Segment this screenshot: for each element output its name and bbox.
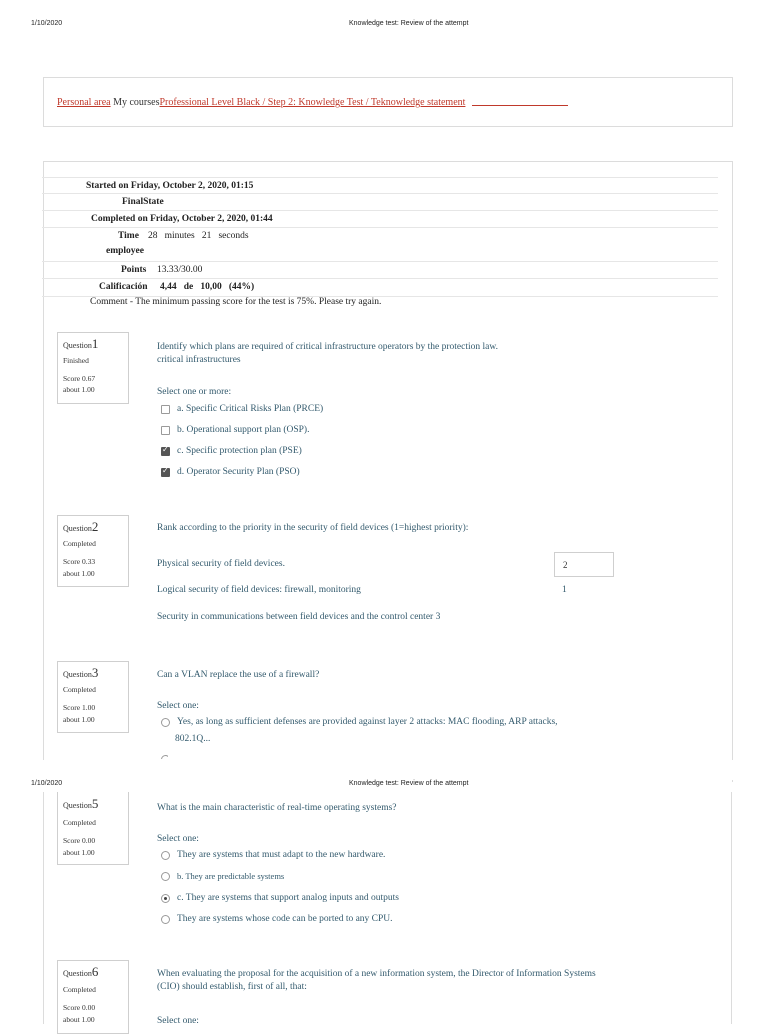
q2-rank-input-1[interactable]: 2 — [554, 552, 614, 577]
radio-icon[interactable] — [161, 755, 168, 759]
question-max-score: about 1.00 — [63, 1015, 95, 1024]
question-number: Question2 — [63, 519, 99, 534]
q1-option-c[interactable]: ✓ c. Specific protection plan (PSE) — [161, 446, 302, 456]
q5-option-a[interactable]: They are systems that must adapt to the new hardware. — [161, 850, 385, 860]
summary-completed-row — [42, 210, 718, 228]
summary-started-row — [42, 177, 718, 194]
radio-icon[interactable] — [161, 915, 170, 924]
question-prompt-5: Select one: — [157, 834, 199, 844]
question-text-1: Identify which plans are required of critical infrastructure operators by the protection law. critical infrastructures — [157, 342, 498, 365]
q2-item-3: Security in communications between field devices and the control center 3 — [157, 612, 441, 622]
question-number: Question3 — [63, 665, 99, 680]
checkbox-checked-icon[interactable] — [161, 468, 170, 477]
question-score: Score 1.00 — [63, 703, 96, 712]
question-info-6 — [57, 960, 129, 1034]
radio-icon[interactable] — [161, 872, 170, 881]
question-text-2: Rank according to the priority in the security of field devices (1=highest priority): — [157, 523, 469, 533]
print-title: Knowledge test: Review of the attempt — [349, 20, 469, 27]
question-prompt-3: Select one: — [157, 701, 199, 711]
question-info-1 — [57, 332, 129, 404]
radio-icon[interactable] — [161, 718, 170, 727]
q3-option-a-continued: 802.1Q... — [175, 734, 211, 744]
summary-state: FinalState — [122, 197, 164, 207]
summary-time-value: 28 minutes 21 seconds — [148, 231, 249, 241]
question-max-score: about 1.00 — [63, 385, 95, 394]
question-max-score: about 1.00 — [63, 715, 95, 724]
summary-time-row — [42, 227, 718, 262]
breadcrumb — [57, 97, 568, 108]
page-break — [0, 760, 768, 780]
question-status: Completed — [63, 818, 96, 827]
question-max-score: about 1.00 — [63, 569, 95, 578]
q3-option-a[interactable]: Yes, as long as sufficient defenses are provided against layer 2 attacks: MAC flooding, ARP attacks, — [161, 717, 558, 727]
q5-option-b[interactable]: b. They are predictable systems — [161, 871, 284, 881]
question-prompt-6: Select one: — [157, 1016, 199, 1026]
question-info-5 — [57, 792, 129, 865]
breadcrumb-personal-area[interactable]: Personal area — [57, 97, 111, 108]
breadcrumb-panel — [43, 77, 733, 127]
summary-comment: Comment - The minimum passing score for the test is 75%. Please try again. — [90, 297, 382, 307]
breadcrumb-path[interactable]: Professional Level Black / Step 2: Knowledge Test / Teknowledge statement — [159, 97, 466, 108]
print-date-2: 1/10/2020 — [31, 780, 63, 787]
question-score: Score 0.00 — [63, 836, 96, 845]
radio-icon[interactable] — [161, 851, 170, 860]
summary-started: Started on Friday, October 2, 2020, 01:15 — [86, 181, 254, 191]
question-info-2 — [57, 515, 129, 587]
question-status: Completed — [63, 985, 96, 994]
summary-points-label: Points — [121, 265, 147, 275]
checkbox-icon[interactable] — [161, 405, 170, 414]
question-info-3 — [57, 661, 129, 733]
summary-points-value: 13.33/30.00 — [157, 265, 203, 275]
summary-state-row — [42, 193, 718, 211]
q1-option-a[interactable]: a. Specific Critical Risks Plan (PRCE) — [161, 404, 323, 414]
summary-grade-row — [42, 278, 718, 297]
question-score: Score 0.67 — [63, 374, 96, 383]
summary-employee-label: employee — [106, 246, 144, 256]
q3-option-b-clipped[interactable] — [161, 755, 168, 759]
radio-selected-icon[interactable] — [161, 894, 170, 903]
summary-grade-label: Calificación — [99, 282, 148, 292]
q2-item-2: Logical security of field devices: firewall, monitoring — [157, 585, 361, 595]
question-max-score: about 1.00 — [63, 848, 95, 857]
q1-option-b[interactable]: b. Operational support plan (OSP). — [161, 425, 309, 435]
question-number: Question5 — [63, 796, 99, 811]
question-status: Completed — [63, 539, 96, 548]
breadcrumb-underline — [472, 105, 568, 106]
q5-option-d[interactable]: They are systems whose code can be ported to any CPU. — [161, 914, 393, 924]
question-status: Completed — [63, 685, 96, 694]
checkbox-icon[interactable] — [161, 426, 170, 435]
q5-option-c[interactable]: c. They are systems that support analog inputs and outputs — [161, 893, 399, 903]
q2-item-1: Physical security of field devices. — [157, 559, 285, 569]
question-prompt-1: Select one or more: — [157, 387, 232, 397]
panel-right-edge — [731, 792, 732, 1024]
summary-time-label: Time — [118, 231, 139, 241]
question-number: Question6 — [63, 964, 99, 979]
question-number: Question1 — [63, 336, 99, 351]
panel-left-edge — [43, 792, 44, 1024]
question-score: Score 0.00 — [63, 1003, 96, 1012]
print-date: 1/10/2020 — [31, 20, 63, 27]
question-status: Finished — [63, 356, 89, 365]
summary-grade-value: 4,44 de 10,00 (44%) — [160, 282, 255, 292]
summary-completed: Completed on Friday, October 2, 2020, 01:44 — [91, 214, 273, 224]
summary-points-row — [42, 261, 718, 279]
question-text-6: When evaluating the proposal for the acquisition of a new information system, the Director of Information Systems (CIO) should establish, first of all, that: — [157, 969, 596, 992]
breadcrumb-my-courses[interactable]: My courses — [113, 97, 160, 108]
q2-rank-value-2: 1 — [562, 585, 567, 595]
question-score: Score 0.33 — [63, 557, 96, 566]
print-title-2: Knowledge test: Review of the attempt — [349, 780, 469, 787]
q1-option-d[interactable]: ✓ d. Operator Security Plan (PSO) — [161, 467, 300, 477]
question-text-3: Can a VLAN replace the use of a firewall? — [157, 670, 320, 680]
question-text-5: What is the main characteristic of real-time operating systems? — [157, 803, 397, 813]
checkbox-checked-icon[interactable] — [161, 447, 170, 456]
